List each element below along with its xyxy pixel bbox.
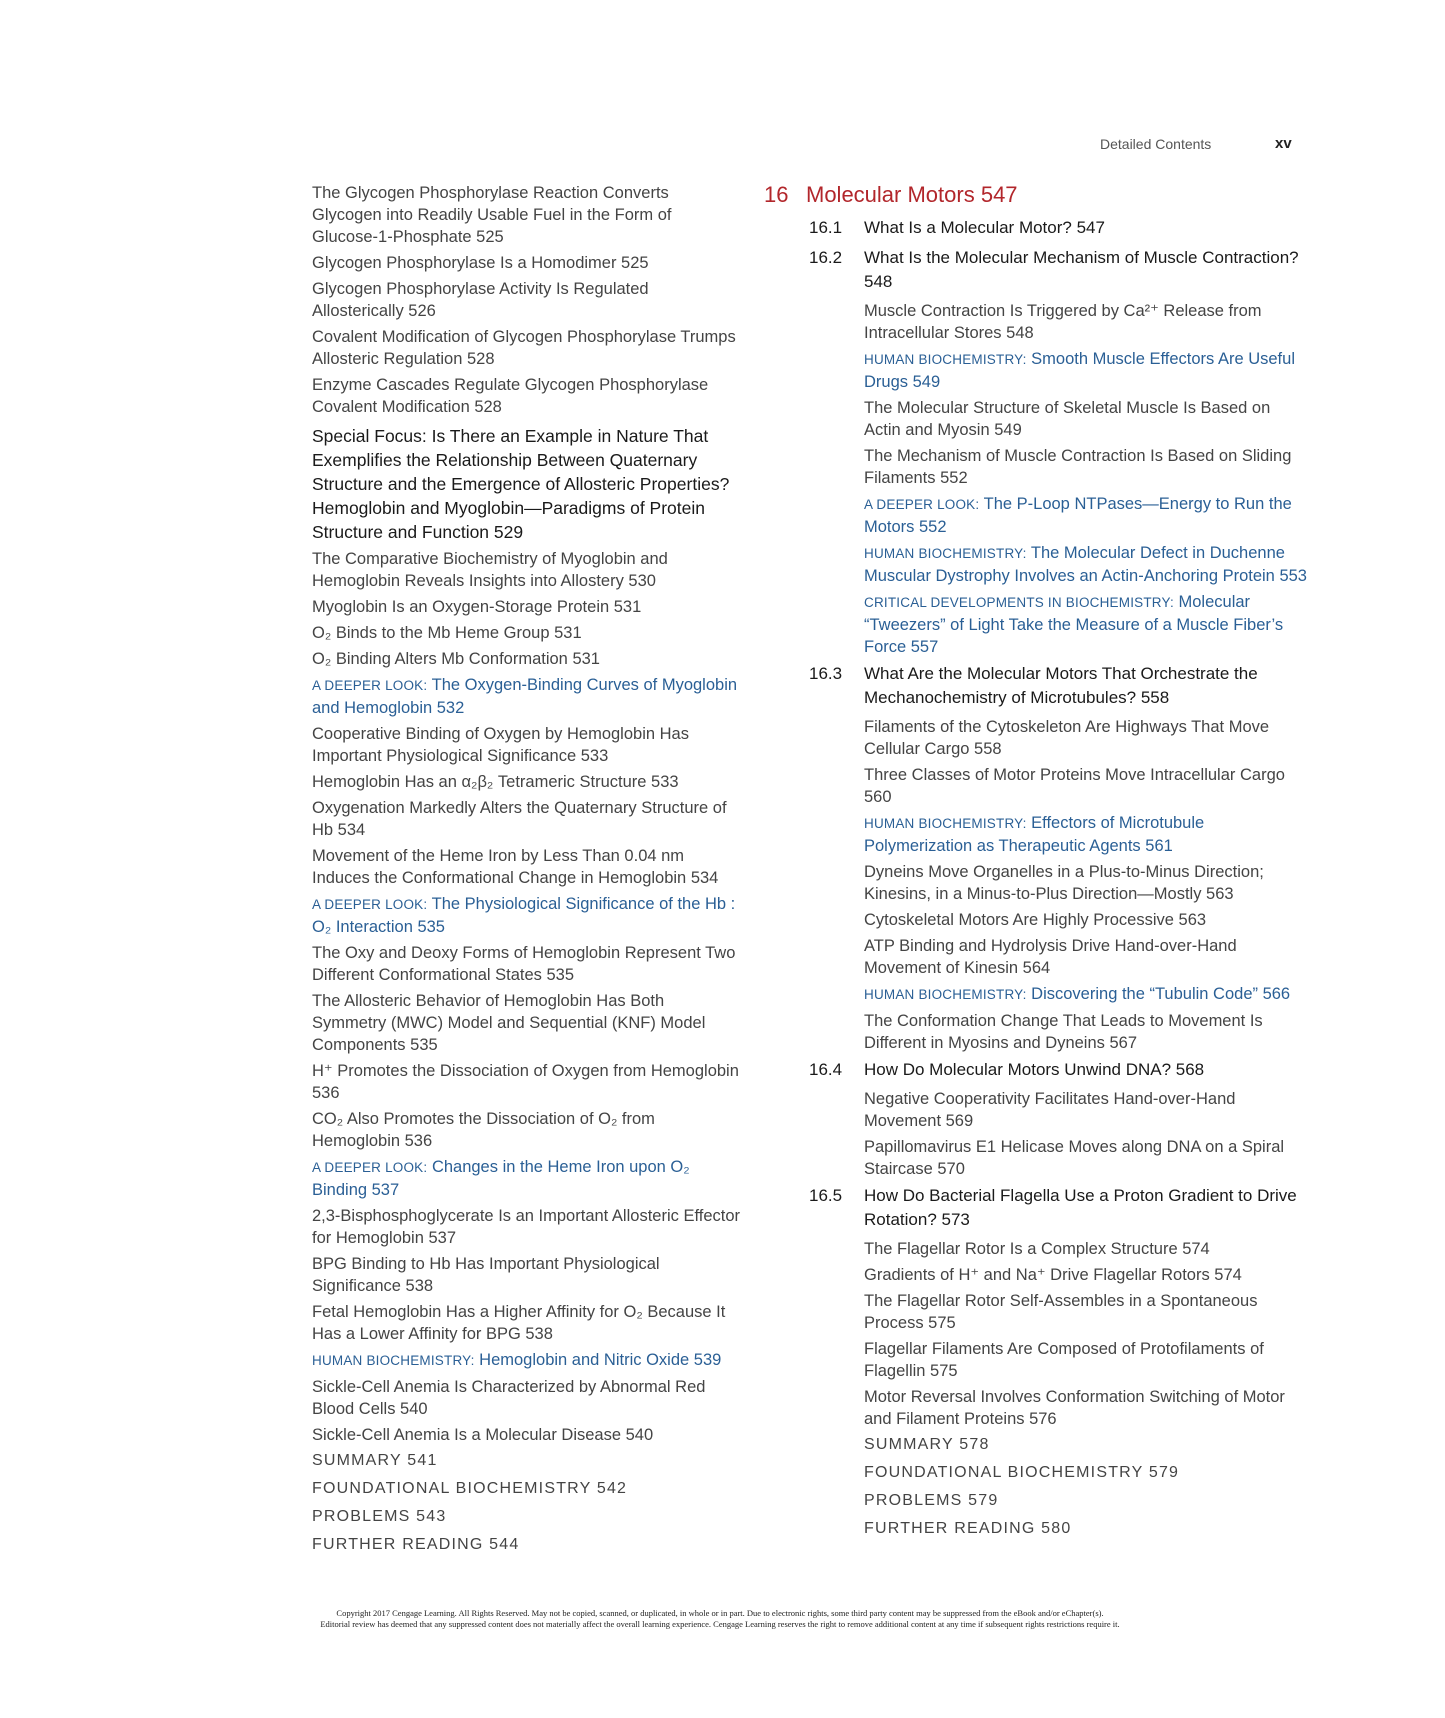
toc-entry: The Allosteric Behavior of Hemoglobin Has Both Symmetry (MWC) Model and Sequential (KNF) Model Components 535	[312, 992, 706, 1054]
toc-entry: The Oxy and Deoxy Forms of Hemoglobin Represent Two Different Conformational States 535	[312, 944, 736, 984]
toc-entry: Glycogen Phosphorylase Is a Homodimer 525	[312, 254, 649, 272]
toc-entry: The Comparative Biochemistry of Myoglobin and Hemoglobin Reveals Insights into Allostery 530	[312, 550, 668, 590]
toc-box-title: The P-Loop NTPases—Energy to Run the Motors 552	[864, 495, 1292, 536]
toc-entry: The Flagellar Rotor Is a Complex Structure 574	[864, 1240, 1210, 1258]
toc-box-entry	[764, 493, 1309, 538]
toc-entry: Oxygenation Markedly Alters the Quaternary Structure of Hb 534	[312, 799, 727, 839]
toc-box-label: HUMAN BIOCHEMISTRY:	[864, 816, 1027, 831]
toc-section-heading	[764, 246, 1309, 294]
toc-section-heading	[764, 216, 1309, 240]
toc-entry: CO₂ Also Promotes the Dissociation of O₂ from Hemoglobin 536	[312, 1110, 655, 1150]
toc-entry: Enzyme Cascades Regulate Glycogen Phosphorylase Covalent Modification 528	[312, 376, 709, 416]
toc-entry: Myoglobin Is an Oxygen-Storage Protein 531	[312, 598, 642, 616]
toc-end-matter-entry: SUMMARY 541	[312, 1452, 438, 1469]
toc-entry: Flagellar Filaments Are Composed of Protofilaments of Flagellin 575	[864, 1340, 1264, 1380]
toc-entry: Dyneins Move Organelles in a Plus-to-Minus Direction; Kinesins, in a Minus-to-Plus Direction—Mostly 563	[864, 863, 1264, 903]
toc-entry: Negative Cooperativity Facilitates Hand-over-Hand Movement 569	[864, 1090, 1236, 1130]
toc-box-title: The Physiological Significance of the Hb : O₂ Interaction 535	[312, 895, 736, 936]
toc-entry: Gradients of H⁺ and Na⁺ Drive Flagellar Rotors 574	[864, 1266, 1242, 1284]
toc-right-column	[764, 182, 1309, 1546]
section-title: How Do Bacterial Flagella Use a Proton Gradient to Drive Rotation? 573	[864, 1186, 1297, 1229]
toc-left-column	[312, 182, 742, 1562]
section-title: How Do Molecular Motors Unwind DNA? 568	[864, 1060, 1205, 1079]
section-number: 16.3	[809, 664, 843, 683]
toc-box-entry	[764, 983, 1309, 1006]
running-head-label: Detailed Contents	[1100, 136, 1212, 152]
toc-box-label: A DEEPER LOOK:	[864, 497, 980, 512]
toc-box-label: HUMAN BIOCHEMISTRY:	[312, 1353, 475, 1368]
chapter-number: 16	[764, 182, 789, 207]
toc-entry: ATP Binding and Hydrolysis Drive Hand-over-Hand Movement of Kinesin 564	[864, 937, 1237, 977]
copyright-notice	[240, 1608, 1200, 1630]
toc-entry: Sickle-Cell Anemia Is Characterized by Abnormal Red Blood Cells 540	[312, 1378, 706, 1418]
toc-entry: Movement of the Heme Iron by Less Than 0.04 nm Induces the Conformational Change in Hemoglobin 534	[312, 847, 719, 887]
toc-entry: The Molecular Structure of Skeletal Muscle Is Based on Actin and Myosin 549	[864, 399, 1271, 439]
toc-end-matter-entry: PROBLEMS 579	[864, 1492, 999, 1509]
toc-box-label: CRITICAL DEVELOPMENTS IN BIOCHEMISTRY:	[864, 595, 1174, 610]
copyright-line-1: Copyright 2017 Cengage Learning. All Rights Reserved. May not be copied, scanned, or duplicated, in whole or in part. Due to electronic rights, some third party content may be suppressed from the eBook and/or eChapter(s).	[336, 1608, 1104, 1618]
toc-entry: Fetal Hemoglobin Has a Higher Affinity for O₂ Because It Has a Lower Affinity for BPG 538	[312, 1303, 726, 1343]
toc-entry: Filaments of the Cytoskeleton Are Highways That Move Cellular Cargo 558	[864, 718, 1270, 758]
section-title: What Are the Molecular Motors That Orchestrate the Mechanochemistry of Microtubules? 558	[864, 664, 1258, 707]
toc-box-title: Smooth Muscle Effectors Are Useful Drugs 549	[864, 350, 1295, 391]
toc-entry: Cooperative Binding of Oxygen by Hemoglobin Has Important Physiological Significance 533	[312, 725, 689, 765]
toc-end-matter-entry: SUMMARY 578	[864, 1436, 990, 1453]
toc-entry: Glycogen Phosphorylase Activity Is Regulated Allosterically 526	[312, 280, 649, 320]
toc-box-entry	[764, 348, 1309, 393]
toc-entry: Sickle-Cell Anemia Is a Molecular Disease 540	[312, 1426, 654, 1444]
toc-entry: Papillomavirus E1 Helicase Moves along DNA on a Spiral Staircase 570	[864, 1138, 1285, 1178]
page-number: xv	[1275, 135, 1292, 152]
toc-special-focus-entry: Special Focus: Is There an Example in Nature That Exemplifies the Relationship Between Quaternary Structure and the Emergence of Allosteric Properties? Hemoglobin and Myoglobin—Paradigms of Protein Structure and Function 529	[312, 426, 730, 542]
section-number: 16.1	[809, 218, 843, 237]
toc-entry: Motor Reversal Involves Conformation Switching of Motor and Filament Proteins 576	[864, 1388, 1285, 1428]
section-number: 16.4	[809, 1060, 843, 1079]
toc-box-title: Hemoglobin and Nitric Oxide 539	[479, 1351, 722, 1369]
toc-end-matter-entry: FOUNDATIONAL BIOCHEMISTRY 542	[312, 1480, 628, 1497]
toc-entry: 2,3-Bisphosphoglycerate Is an Important Allosteric Effector for Hemoglobin 537	[312, 1207, 741, 1247]
toc-entry: Hemoglobin Has an α₂β₂ Tetrameric Structure 533	[312, 773, 679, 791]
toc-box-title: The Molecular Defect in Duchenne Muscular Dystrophy Involves an Actin-Anchoring Protein 553	[864, 544, 1307, 585]
copyright-line-2: Editorial review has deemed that any suppressed content does not materially affect the overall learning experience. Cengage Learning reserves the right to remove additional content at any time if subsequent rights restrictions require it.	[320, 1619, 1120, 1629]
toc-entry: H⁺ Promotes the Dissociation of Oxygen from Hemoglobin 536	[312, 1062, 739, 1102]
toc-entry: BPG Binding to Hb Has Important Physiological Significance 538	[312, 1255, 660, 1295]
toc-section-heading	[764, 1184, 1309, 1232]
toc-end-matter-entry: PROBLEMS 543	[312, 1508, 447, 1525]
toc-box-label: HUMAN BIOCHEMISTRY:	[864, 987, 1027, 1002]
toc-section-heading	[764, 662, 1309, 710]
toc-end-matter-entry: FOUNDATIONAL BIOCHEMISTRY 579	[864, 1464, 1180, 1481]
toc-end-matter-entry: FURTHER READING 580	[864, 1520, 1072, 1537]
toc-end-matter-entry: FURTHER READING 544	[312, 1536, 520, 1553]
toc-entry: The Flagellar Rotor Self-Assembles in a Spontaneous Process 575	[864, 1292, 1258, 1332]
section-title: What Is the Molecular Mechanism of Muscle Contraction? 548	[864, 248, 1299, 291]
chapter-heading	[764, 182, 1309, 212]
toc-section-heading	[764, 1058, 1309, 1082]
toc-box-entry	[764, 812, 1309, 857]
section-number: 16.2	[809, 248, 843, 267]
toc-box-label: A DEEPER LOOK:	[312, 897, 428, 912]
toc-box-title: Effectors of Microtubule Polymerization as Therapeutic Agents 561	[864, 814, 1205, 855]
toc-box-label: A DEEPER LOOK:	[312, 1160, 428, 1175]
toc-entry: The Mechanism of Muscle Contraction Is Based on Sliding Filaments 552	[864, 447, 1292, 487]
toc-entry: O₂ Binding Alters Mb Conformation 531	[312, 650, 600, 668]
toc-box-title: The Oxygen-Binding Curves of Myoglobin and Hemoglobin 532	[312, 676, 738, 717]
toc-box-entry	[312, 1349, 742, 1372]
chapter-entries	[764, 216, 1309, 1540]
toc-entry: Cytoskeletal Motors Are Highly Processive 563	[864, 911, 1207, 929]
toc-box-entry	[312, 893, 742, 938]
toc-entry: The Glycogen Phosphorylase Reaction Converts Glycogen into Readily Usable Fuel in the Form of Glucose-1-Phosphate 525	[312, 184, 672, 246]
chapter-title: Molecular Motors 547	[806, 182, 1018, 207]
toc-box-entry	[764, 542, 1309, 587]
toc-box-title: Discovering the “Tubulin Code” 566	[1031, 985, 1291, 1003]
toc-box-label: A DEEPER LOOK:	[312, 678, 428, 693]
toc-entry: Three Classes of Motor Proteins Move Intracellular Cargo 560	[864, 766, 1285, 806]
section-number: 16.5	[809, 1186, 843, 1205]
toc-entry: O₂ Binds to the Mb Heme Group 531	[312, 624, 582, 642]
toc-box-entry	[312, 674, 742, 719]
toc-box-label: HUMAN BIOCHEMISTRY:	[864, 546, 1027, 561]
toc-box-title: Changes in the Heme Iron upon O₂ Binding 537	[312, 1158, 690, 1199]
toc-entry: Covalent Modification of Glycogen Phosphorylase Trumps Allosteric Regulation 528	[312, 328, 736, 368]
toc-box-entry	[764, 591, 1309, 658]
toc-box-title: Molecular “Tweezers” of Light Take the Measure of a Muscle Fiber’s Force 557	[864, 593, 1284, 656]
toc-box-entry	[312, 1156, 742, 1201]
toc-entry: Muscle Contraction Is Triggered by Ca²⁺ Release from Intracellular Stores 548	[864, 302, 1262, 342]
toc-entry: The Conformation Change That Leads to Movement Is Different in Myosins and Dyneins 567	[864, 1012, 1263, 1052]
running-head	[1100, 136, 1300, 152]
toc-box-label: HUMAN BIOCHEMISTRY:	[864, 352, 1027, 367]
section-title: What Is a Molecular Motor? 547	[864, 218, 1105, 237]
